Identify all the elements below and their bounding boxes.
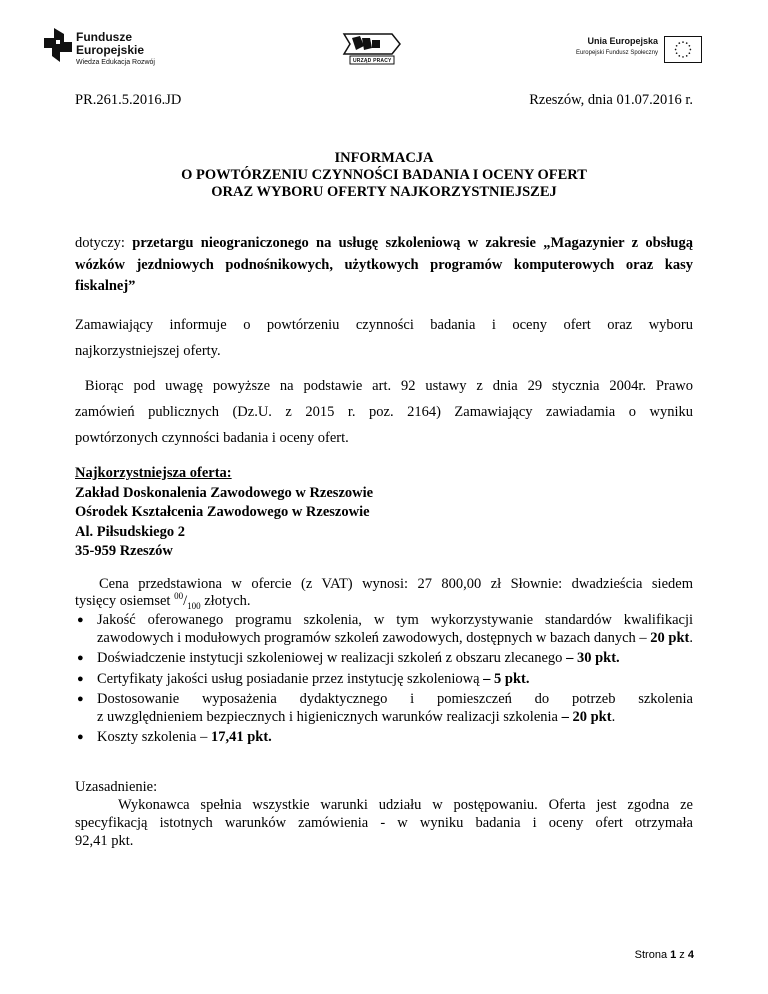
- criterion-line1: Dostosowanie wyposażenia dydaktycznego i pomieszczeń do potrzeb szkolenia: [97, 691, 693, 707]
- subject-paragraph: [75, 233, 693, 298]
- criterion-score: – 20 pkt: [561, 708, 612, 725]
- criterion-text: Koszty szkolenia –: [97, 729, 211, 745]
- basis-line3: powtórzonych czynności badania i oceny ofert.: [75, 430, 349, 446]
- document-reference: PR.261.5.2016.JD: [75, 92, 182, 108]
- page-current: 1: [670, 949, 677, 961]
- page-label: Strona: [634, 949, 671, 961]
- justification-paragraph: [75, 796, 693, 850]
- bullet-icon: ●: [77, 614, 84, 626]
- criterion-after: .: [689, 629, 693, 646]
- list-item: [75, 650, 693, 668]
- bullet-icon: ●: [77, 693, 84, 705]
- winner-name-line1: Zakład Doskonalenia Zawodowego w Rzeszowie: [75, 484, 374, 501]
- criterion-score: – 5 pkt.: [483, 670, 530, 687]
- criterion-score: – 30 pkt.: [566, 650, 620, 666]
- fe-logo-line2: Europejskie: [76, 43, 145, 57]
- info-line1: Zamawiający informuje o powtórzeniu czynności badania i oceny ofert oraz wyboru: [75, 317, 693, 333]
- fe-star-icon: [44, 28, 72, 62]
- legal-basis-paragraph: [75, 373, 693, 451]
- criterion-after: .: [611, 708, 616, 725]
- document-title: [75, 150, 693, 201]
- fundusze-europejskie-logo: [44, 26, 184, 70]
- page-number: [635, 949, 694, 961]
- justification-line3: 92,41 pkt.: [75, 833, 134, 849]
- page-separator: z: [676, 949, 688, 961]
- fe-logo-line3: Wiedza Edukacja Rozwój: [76, 59, 155, 66]
- unia-europejska-logo: [575, 36, 702, 66]
- basis-line2: zamówień publicznych (Dz.U. z 2015 r. poz. 2164) Zamawiający zawiadamia o wyniku: [75, 404, 693, 420]
- bullet-icon: ●: [77, 731, 84, 743]
- winning-offer-heading: Najkorzystniejsza oferta:: [75, 465, 232, 481]
- document-date: Rzeszów, dnia 01.07.2016 r.: [529, 92, 693, 108]
- title-line3: ORAZ WYBORU OFERTY NAJKORZYSTNIEJSZEJ: [211, 184, 557, 200]
- eu-logo-line2: Europejski Fundusz Społeczny: [575, 50, 658, 56]
- criterion-text: Doświadczenie instytucji szkoleniowej w realizacji szkoleń z obszaru zlecanego: [97, 650, 567, 666]
- criterion-text: z uwzględnieniem bezpiecznych i higienicznych warunków realizacji szkolenia: [97, 708, 562, 725]
- urzad-pracy-logo: [340, 30, 404, 68]
- info-paragraph: [75, 312, 693, 364]
- justification-line2: specyfikacją istotnych warunków zamówienia - w wyniku badania i oceny ofert otrzymała: [75, 815, 693, 831]
- bullet-icon: ●: [77, 652, 84, 664]
- criterion-text: Jakość oferowanego programu szkolenia, w tym wykorzystywanie standardów kwalifikacji zawodowych i modułowych programów szkoleń zawodowych, dostępnych w bazach danych –: [97, 612, 693, 646]
- list-item: [75, 691, 693, 726]
- winner-street: Al. Piłsudskiego 2: [75, 523, 185, 540]
- price-line1: Cena przedstawiona w ofercie (z VAT) wynosi: 27 800,00 zł Słownie: dwadzieścia siedem: [99, 576, 693, 592]
- price-fraction-slash: /: [183, 593, 188, 609]
- info-line2: najkorzystniejszej oferty.: [75, 343, 221, 359]
- criterion-score: 17,41 pkt.: [210, 729, 272, 745]
- page-total: 4: [687, 949, 694, 961]
- justification-heading: Uzasadnienie:: [75, 779, 158, 795]
- bullet-icon: ●: [77, 672, 84, 685]
- justification-line1: Wykonawca spełnia wszystkie warunki udziału w postępowaniu. Oferta jest zgodna ze: [118, 797, 693, 813]
- price-line2-post: złotych.: [200, 593, 251, 609]
- winner-city: 35-959 Rzeszów: [75, 543, 173, 559]
- title-line2: O POWTÓRZENIU CZYNNOŚCI BADANIA I OCENY OFERT: [181, 167, 587, 183]
- subject-prefix: dotyczy:: [75, 235, 133, 251]
- list-item: [75, 671, 693, 689]
- criterion-score: 20 pkt: [650, 629, 690, 646]
- basis-line1: Biorąc pod uwagę powyższe na podstawie art. 92 ustawy z dnia 29 stycznia 2004r. Prawo: [75, 378, 693, 394]
- criteria-list: [75, 612, 693, 750]
- title-line1: INFORMACJA: [334, 150, 434, 166]
- price-paragraph: [75, 576, 693, 610]
- list-item: [75, 612, 693, 647]
- urzad-pracy-caption: URZĄD PRACY: [353, 58, 392, 64]
- criterion-text: Certyfikaty jakości usług posiadanie przez instytucję szkoleniową: [97, 670, 484, 687]
- winning-offer-block: [75, 464, 373, 562]
- fe-logo-line1: Fundusze: [76, 30, 132, 44]
- eu-flag-icon: [664, 36, 702, 63]
- subject-text: przetargu nieograniczonego na usługę szkoleniową w zakresie „Magazynier z obsługą wózków jezdniowych podnośnikowych, użytkowych programów komputerowych oraz kasy fiskalnej”: [75, 235, 693, 294]
- price-fraction-denominator: 100: [187, 600, 201, 611]
- eu-logo-line1: Unia Europejska: [587, 36, 658, 46]
- list-item: [75, 729, 693, 747]
- price-line2-pre: tysięcy osiemset: [75, 593, 175, 609]
- price-fraction-numerator: 00: [174, 591, 184, 602]
- winner-name-line2: Ośrodek Kształcenia Zawodowego w Rzeszowie: [75, 504, 370, 520]
